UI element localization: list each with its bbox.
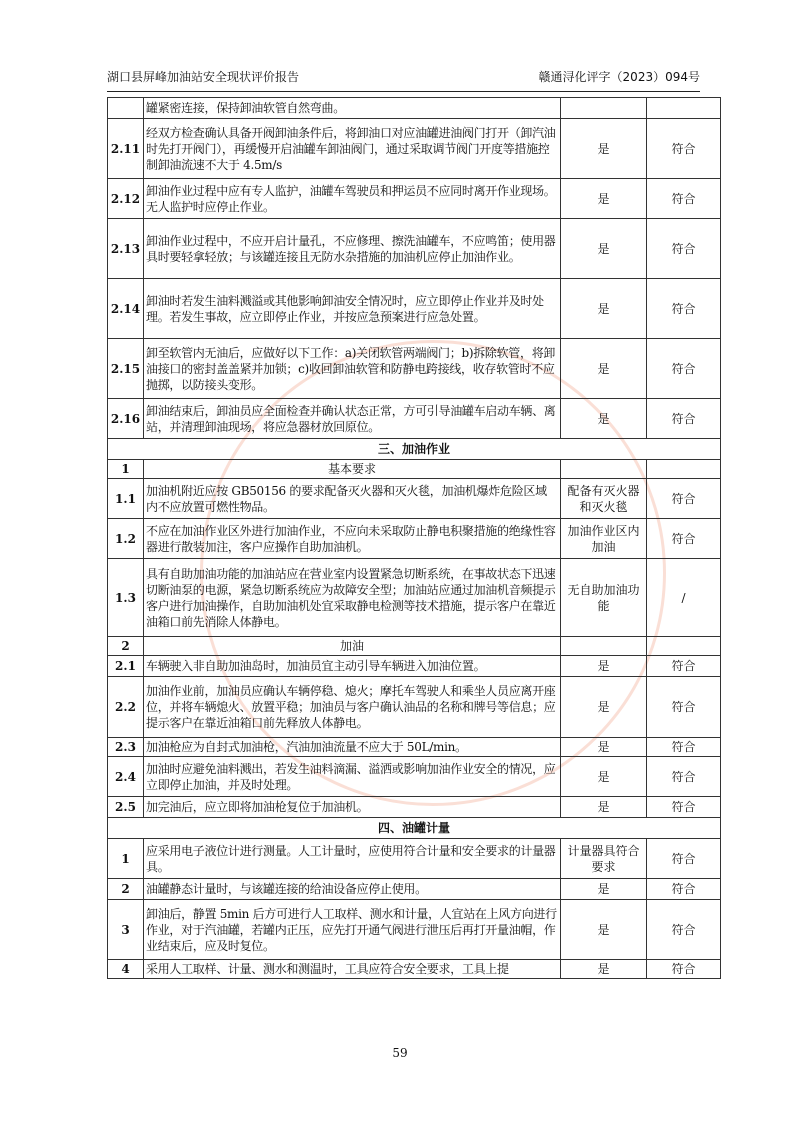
table-row <box>108 279 721 339</box>
requirement-text: 车辆驶入非自助加油岛时，加油员宜主动引导车辆进入加油位置。 <box>144 656 561 677</box>
check-result: 是 <box>561 879 647 900</box>
conformity: 符合 <box>647 179 721 219</box>
requirement-text: 加油枪应为自封式加油枪，汽油加油流量不应大于 50L/min。 <box>144 738 561 757</box>
requirement-text: 加完油后，应立即将加油枪复位于加油机。 <box>144 797 561 818</box>
conformity: 符合 <box>647 738 721 757</box>
table-row <box>108 757 721 797</box>
requirement-text: 卸油结束后，卸油员应全面检查并确认状态正常，方可引导油罐车启动车辆、离站，并清理卸油现场，将应急器材放回原位。 <box>144 399 561 439</box>
conformity: 符合 <box>647 757 721 797</box>
check-result: 是 <box>561 339 647 399</box>
conformity: 符合 <box>647 879 721 900</box>
empty-cell <box>561 637 647 656</box>
report-title: 湖口县屏峰加油站安全现状评价报告 <box>107 70 300 84</box>
check-result: 加油作业区内加油 <box>561 519 647 559</box>
conformity: 符合 <box>647 279 721 339</box>
conformity: 符合 <box>647 677 721 738</box>
conformity: 符合 <box>647 656 721 677</box>
conformity: 符合 <box>647 339 721 399</box>
table-row <box>108 738 721 757</box>
table-row <box>108 656 721 677</box>
empty-cell <box>647 637 721 656</box>
section-title: 四、油罐计量 <box>108 818 721 839</box>
requirement-text: 应采用电子液位计进行测量。人工计量时，应使用符合计量和安全要求的计量器具。 <box>144 839 561 879</box>
subsection-title: 基本要求 <box>144 460 561 479</box>
conformity: 符合 <box>647 219 721 279</box>
section-title: 三、加油作业 <box>108 439 721 460</box>
check-result: 无自助加油功能 <box>561 559 647 637</box>
conformity: 符合 <box>647 960 721 979</box>
table-row <box>108 879 721 900</box>
table-row <box>108 519 721 559</box>
item-number: 3 <box>108 900 144 960</box>
conformity: 符合 <box>647 399 721 439</box>
conformity: 符合 <box>647 479 721 519</box>
table-row <box>108 559 721 637</box>
check-result: 计量器具符合要求 <box>561 839 647 879</box>
item-number: 2.5 <box>108 797 144 818</box>
conformity: 符合 <box>647 839 721 879</box>
item-number: 1.1 <box>108 479 144 519</box>
item-number: 2.2 <box>108 677 144 738</box>
conformity: / <box>647 559 721 637</box>
requirement-text: 卸油后，静置 5min 后方可进行人工取样、测水和计量，人宜站在上风方向进行作业，对于汽油罐，若罐内正压，应先打开通气阀进行泄压后再打开量油帽，作业结束后，应及时复位。 <box>144 900 561 960</box>
conformity: 符合 <box>647 519 721 559</box>
page-number: 59 <box>392 1046 408 1060</box>
table-row <box>108 119 721 179</box>
check-result: 是 <box>561 219 647 279</box>
conformity: 符合 <box>647 119 721 179</box>
item-number: 4 <box>108 960 144 979</box>
item-number: 2.13 <box>108 219 144 279</box>
check-result: 是 <box>561 738 647 757</box>
table-row <box>108 900 721 960</box>
item-number: 2 <box>108 879 144 900</box>
empty-cell <box>647 460 721 479</box>
section-row <box>108 818 721 839</box>
table-row <box>108 797 721 818</box>
check-result: 是 <box>561 757 647 797</box>
subsection-row <box>108 637 721 656</box>
requirement-text: 卸油作业过程中，不应开启计量孔，不应修理、擦洗油罐车，不应鸣笛；使用器具时要轻拿轻放；与该罐连接且无防水杂措施的加油机应停止加油作业。 <box>144 219 561 279</box>
check-result: 是 <box>561 797 647 818</box>
item-number: 2.15 <box>108 339 144 399</box>
requirement-text: 经双方检查确认具备开阀卸油条件后，将卸油口对应油罐进油阀门打开（卸汽油时先打开阀门），再缓慢开启油罐车卸油阀门，通过采取调节阀门开度等措施控制卸油流速不大于 4.5m/s <box>144 119 561 179</box>
item-number <box>108 98 144 119</box>
requirement-text: 加油机附近应按 GB50156 的要求配备灭火器和灭火毯，加油机爆炸危险区域内不应放置可燃性物品。 <box>144 479 561 519</box>
item-number: 1 <box>108 460 144 479</box>
requirement-text: 油罐静态计量时，与该罐连接的给油设备应停止使用。 <box>144 879 561 900</box>
check-result: 是 <box>561 179 647 219</box>
table-row <box>108 399 721 439</box>
requirement-text: 加油作业前，加油员应确认车辆停稳、熄火；摩托车驾驶人和乘坐人员应离开座位，并将车辆熄火、放置平稳；加油员与客户确认油品的名称和牌号等信息；应提示客户在靠近油箱口前先释放人体静电。 <box>144 677 561 738</box>
item-number: 2.4 <box>108 757 144 797</box>
item-number: 2.12 <box>108 179 144 219</box>
header-rule <box>107 91 700 92</box>
requirement-text: 卸油作业过程中应有专人监护，油罐车驾驶员和押运员不应同时离开作业现场。无人监护时应停止作业。 <box>144 179 561 219</box>
empty-cell <box>561 460 647 479</box>
item-number: 2.1 <box>108 656 144 677</box>
conformity <box>647 98 721 119</box>
check-result: 是 <box>561 900 647 960</box>
requirement-text: 具有自助加油功能的加油站应在营业室内设置紧急切断系统，在事故状态下迅速切断油泵的电源，紧急切断系统应为故障安全型；加油站应通过加油机音频提示客户进行加油操作，自助加油机处宜采取静电检测等技术措施，提示客户在靠近油箱口前先消除人体静电。 <box>144 559 561 637</box>
section-row <box>108 439 721 460</box>
requirement-text: 卸至软管内无油后，应做好以下工作：a)关闭软管两端阀门；b)拆除软管，将卸油接口的密封盖盖紧并加锁；c)收回卸油软管和防静电跨接线，收存软管时不应抛掷，以防接头变形。 <box>144 339 561 399</box>
report-number: 赣通浔化评字（2023）094号 <box>538 70 700 84</box>
item-number: 2.11 <box>108 119 144 179</box>
item-number: 1 <box>108 839 144 879</box>
item-number: 2.16 <box>108 399 144 439</box>
subsection-row <box>108 460 721 479</box>
conformity: 符合 <box>647 900 721 960</box>
item-number: 2.3 <box>108 738 144 757</box>
requirement-text: 卸油时若发生油料溅溢或其他影响卸油安全情况时，应立即停止作业并及时处理。若发生事故，应立即停止作业，并按应急预案进行应急处置。 <box>144 279 561 339</box>
requirement-text: 采用人工取样、计量、测水和测温时，工具应符合安全要求，工具上提 <box>144 960 561 979</box>
item-number: 1.2 <box>108 519 144 559</box>
table-row <box>108 98 721 119</box>
check-result: 是 <box>561 656 647 677</box>
check-result: 是 <box>561 119 647 179</box>
table-row <box>108 839 721 879</box>
table-row <box>108 960 721 979</box>
requirement-text: 加油时应避免油料溅出，若发生油料滴漏、溢洒或影响加油作业安全的情况，应立即停止加油，并及时处理。 <box>144 757 561 797</box>
table-row <box>108 219 721 279</box>
item-number: 2.14 <box>108 279 144 339</box>
check-result: 配备有灭火器和灭火毯 <box>561 479 647 519</box>
subsection-title: 加油 <box>144 637 561 656</box>
table-row <box>108 179 721 219</box>
check-result: 是 <box>561 960 647 979</box>
table-row <box>108 479 721 519</box>
inspection-table <box>107 97 721 979</box>
page-header <box>107 68 700 88</box>
table-row <box>108 677 721 738</box>
requirement-text: 罐紧密连接，保持卸油软管自然弯曲。 <box>144 98 561 119</box>
item-number: 2 <box>108 637 144 656</box>
requirement-text: 不应在加油作业区外进行加油作业，不应向未采取防止静电积聚措施的绝缘性容器进行散装加注，客户应操作自助加油机。 <box>144 519 561 559</box>
table-row <box>108 339 721 399</box>
check-result: 是 <box>561 399 647 439</box>
check-result <box>561 98 647 119</box>
item-number: 1.3 <box>108 559 144 637</box>
check-result: 是 <box>561 279 647 339</box>
conformity: 符合 <box>647 797 721 818</box>
check-result: 是 <box>561 677 647 738</box>
